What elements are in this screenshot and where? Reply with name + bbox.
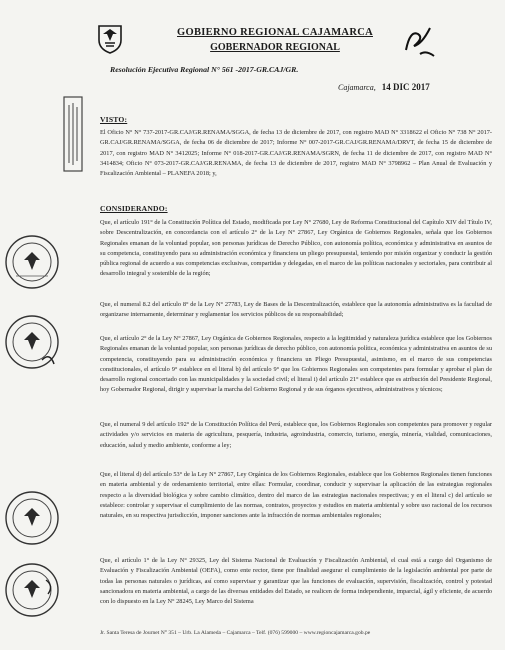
office-subtitle: GOBERNADOR REGIONAL [210,42,340,53]
considerando-heading: CONSIDERANDO: [100,204,168,213]
considerando-paragraph-2: Que, el numeral 8.2 del artículo 8° de la Ley N° 27783, Ley de Bases de la Descentralización, establece que la autonomía administrativa es la facultad de organizarse internamente, determinar y reglamentar los servicios públicos de su responsabilidad; [100,301,492,319]
considerando-paragraph-4: Que, el numeral 9 del artículo 192° de la Constitución Política del Perú, establece que, los Gobiernos Regionales son competentes para promover y regular actividades y/o servicios en materia de agricultura, pesquería, industria, agroindustria, comercio, turismo, energía, minería, vialidad, comunicaciones, educación, salud y medio ambiente, conforme a ley; [100,421,492,449]
regional-crest-icon [96,22,124,54]
visto-heading: VISTO: [100,115,128,124]
vertical-stamp-icon [62,95,84,173]
official-seal-icon [2,488,62,548]
considerando-paragraph-3: Que, el artículo 2° de la Ley N° 27867, Ley Orgánica de Gobiernos Regionales, respecto a la legitimidad y naturaleza jurídica establece que los Gobiernos Regionales emanan de la voluntad popular, son personas jurídicas de derecho público, con autonomía política, económica y administrativa en asuntos de su competencia, constituyendo para su administración económica y financiera un Pliego Presupuestal, asimismo, en el marco de sus competencias constitucionales, el artículo 9° establece en el literal b) del artículo 9° que los Gobiernos Regionales son competentes para formular y aprobar el plan de desarrollo regional concertado con las municipalidades y la sociedad civil; el literal i) del artículo 21° establece que es atribución del Presidente Regional, hoy Gobernador Regional, dirigir y supervisar la marcha del Gobierno Regional y de sus órganos ejecutivos, administrativos y técnicos; [100,335,492,394]
handwritten-date: 14 DIC 2017 [381,82,430,92]
considerando-paragraph-6: Que, el artículo 1° de la Ley N° 29325, Ley del Sistema Nacional de Evaluación y Fiscalización Ambiental, el cual está a cargo del Organismo de Evaluación y Fiscalización Ambiental (OEFA), como ente rector, tiene por finalidad asegurar el cumplimiento de la legislación ambiental por parte de todas las personas naturales o jurídicas, así como supervisar y garantizar que las funciones de evaluación, supervisión, fiscalización, control y potestad sancionadora en materia ambiental, a cargo de las diversas entidades del Estado, se realicen de forma independiente, imparcial, ágil y eficiente, de acuerdo con lo dispuesto en la Ley N° 28245, Ley Marco del Sistema [100,557,492,606]
handwritten-initials-icon [400,20,440,64]
official-seal-icon [2,232,62,292]
city-label: Cajamarca, [338,83,376,92]
page-footer: Jr. Santa Teresa de Journet N° 351 – Urb. La Alameda – Cajamarca – Telf. (076) 599000 – www.regioncajamarca.gob.pe [100,630,371,636]
visto-paragraph: El Oficio N° N° 737-2017-GR.CAJ/GR.RENAMA/SGGA, de fecha 13 de diciembre de 2017, con registro MAD N° 3318622 el Oficio N° 738 N° 2017-GR.CAJ/GR.RENAMA/SGGA, de fecha 06 de diciembre de 2017; Informe N° 007-2017-GR.CAJ/GR.RENAMA/DRVT, de fecha 15 de diciembre de 2017, con registro MAD N° 3412025; Informe N° 018-2017-GR.CAJ/GR.RENAMA/SGRN, de fecha 11 de diciembre de 2017, con registro MAD N° 3414834; Oficio N° 073-2017-GR.CAJ/GR.RENAMA, de fecha 13 de diciembre de 2017, registro MAD N° 3798962 – Plan Anual de Evaluación y Fiscalización Ambiental – PLANEFA 2018; y, [100,129,492,178]
resolution-date [338,82,488,92]
official-seal-icon [2,312,62,372]
official-seal-icon [2,560,62,620]
considerando-paragraph-5: Que, el literal d) del artículo 53° de la Ley N° 27867, Ley Orgánica de los Gobiernos Regionales, establece que los Gobiernos Regionales tienen funciones en materia ambiental y de ordenamiento territorial, entre ellas: Formular, coordinar, conducir y supervisar la aplicación de las estrategias regionales respecto a la diversidad biológica y sobre cambio climático, dentro del marco de las estrategias nacionales respectivas; y en el literal c) del artículo se establece: controlar y supervisar el cumplimiento de las normas, contratos, proyectos y estudios en materia ambiental y sobre uso racional de los recursos naturales, en su respectiva jurisdicción, imponer sanciones ante la infracción de normas ambientales regionales; [100,471,492,520]
resolution-number: Resolución Ejecutiva Regional N° 561 -2017-GR.CAJ/GR. [110,65,299,74]
considerando-paragraph-1: Que, el artículo 191° de la Constitución Política del Estado, modificada por Ley N° 27680, Ley de Reforma Constitucional del Capítulo XIV del Título IV, sobre Descentralización, en concordancia con el artículo 2° de la Ley N° 27867, Ley Orgánica de Gobiernos Regionales, señala que los Gobiernos Regionales emanan de la voluntad popular, son personas jurídicas de Derecho Público, con autonomía política, económica y administrativa en asuntos de su competencia, constituyendo para su administración económica y financiera un pliego presupuestal, teniendo por misión organizar y conducir la gestión pública regional de acuerdo a sus competencias exclusivas, compartidas y delegadas, en el marco de las políticas nacionales y sectoriales, para contribuir al desarrollo integral y sostenible de la región; [100,219,492,278]
institution-title: GOBIERNO REGIONAL CAJAMARCA [177,27,373,38]
